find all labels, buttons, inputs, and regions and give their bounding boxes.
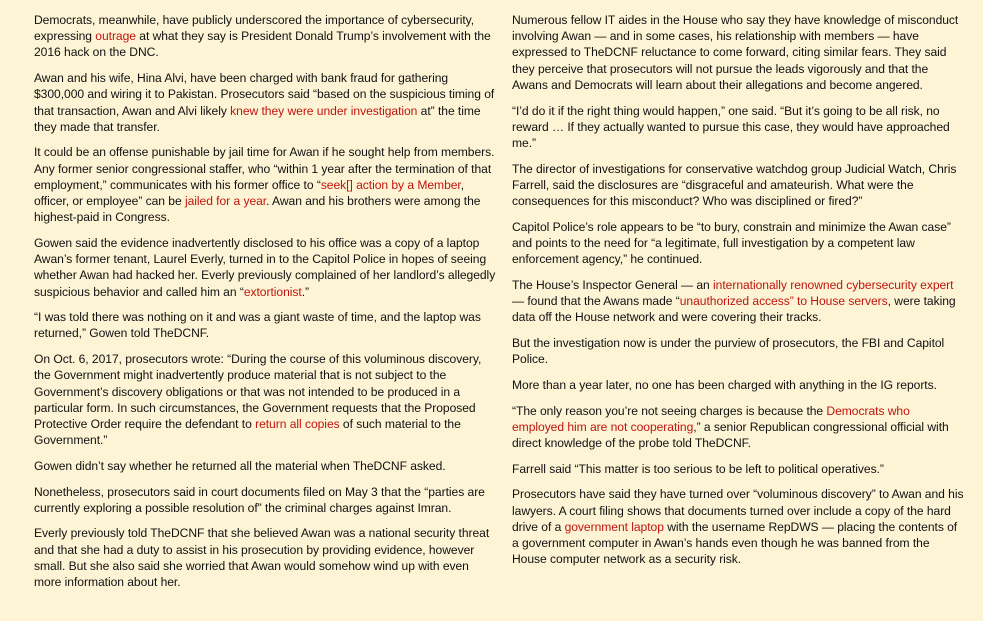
paragraph-everly-threat: Everly previously told TheDCNF that she believed Awan was a national security threat and that she had a duty to assist in his prosecution by providing evidence, however small. But she also said she worried that Awan would somehow wind up with even more information about her. [34,526,490,590]
cybersecurity-expert-link[interactable]: internationally renowned cybersecurity expert [713,277,954,292]
paragraph-it-aides: Numerous fellow IT aides in the House who say they have knowledge of misconduct involving Awan — and in some cases, his relationship with members — have expressed to TheDCNF reluctance to come forward, citing similar fears. They said they perceive that prosecutors will not pursue the leads vigorously and that the Awans and Democrats will learn about their allegations and become angered. [512,13,959,92]
paragraph-only-reason-quote: “The only reason you’re not seeing charges is because the Democrats who employed him are not cooperating,” a senior Republican congressional official with direct knowledge of the probe told TheDCNF. [512,403,949,450]
paragraph-judicial-watch: The director of investigations for conservative watchdog group Judicial Watch, Chris Farrell, said the disclosures are “disgraceful and amateurish. What were the consequences for this misconduct? Who was disciplined or fired?” [512,161,957,209]
paragraph-inspector-general: The House’s Inspector General — an internationally renowned cybersecurity expert — found that the Awans made “unauthorized access” to House servers, were taking data off the House network and were covering their tracks. [512,277,956,325]
seek-action-link[interactable]: seek[] action by a Member [320,177,461,192]
return-all-copies-link[interactable]: return all copies [255,416,340,431]
paragraph-gowen-material: Gowen didn’t say whether he returned all the material when TheDCNF asked. [34,458,446,473]
paragraph-cybersecurity-outrage: Democrats, meanwhile, have publicly underscored the importance of cybersecurity, expressing outrage at what they say is President Donald Trump’s involvement with the 2016 hack on the DNC. [34,13,491,60]
paragraph-investigation-purview: But the investigation now is under the purview of prosecutors, the FBI and Capitol Police. [512,335,945,367]
paragraph-laptop-evidence: Gowen said the evidence inadvertently disclosed to his office was a copy of a laptop Awan’s former tenant, Laurel Everly, turned in to the Capitol Police in hopes of seeing whether Awan had hacked her. Everly previously complained of her landlord’s allegedly suspicious behavior and called him an “extortionist.” [34,235,496,299]
paragraph-jail-offense: It could be an offense punishable by jail time for Awan if he sought help from members. Any former senior congressional staffer, who “within 1 year after the termination of that employment,” communicates with his former office to “seek[] action by a Member, officer, or employee” can be jailed for a year. Awan and his brothers were among the highest-paid in Congress. [34,145,495,225]
outrage-link[interactable]: outrage [95,29,136,44]
government-laptop-link[interactable]: government laptop [564,519,664,534]
paragraph-possible-resolution: Nonetheless, prosecutors said in court documents filed on May 3 that the “parties are currently exploring a possible resolution of” the criminal charges against Imran. [34,484,485,515]
democrats-not-cooperating-link[interactable]: Democrats who employed him are not cooperating [512,403,910,434]
paragraph-farrell-serious: Farrell said “This matter is too serious to be left to political operatives.” [512,461,884,476]
paragraph-voluminous-discovery: Prosecutors have said they have turned over “voluminous discovery” to Awan and his lawyers. A court filing shows that documents turned over include a copy of the hard drive of a government laptop with the username RepDWS — placing the contents of a government computer in Awan’s hands even though he was banned from the House computer network as a security risk. [512,487,964,567]
unauthorized-access-link[interactable]: unauthorized access” to House servers [679,294,888,309]
left-column [34,12,496,600]
paragraph-year-later: More than a year later, no one has been charged with anything in the IG reports. [512,377,937,392]
under-investigation-link[interactable]: knew they were under investigation [230,103,418,118]
paragraph-capitol-police-role: Capitol Police’s role appears to be “to bury, constrain and minimize the Awan case” and points to the need for “a legitimate, full investigation by a competent law enforcement agency,” he continued. [512,219,951,267]
extortionist-link[interactable]: extortionist [243,284,302,299]
paragraph-prosecutors-wrote: On Oct. 6, 2017, prosecutors wrote: “During the course of this voluminous discovery, the Government might inadvertently produce material that is not subject to the Government’s discovery obligations or that was not intended to be produced in a particular form. In such circumstances, the Government requests that the Proposed Protective Order require the defendant to return all copies of such material to the Government.” [34,352,482,448]
paragraph-bank-fraud: Awan and his wife, Hina Alvi, have been charged with bank fraud for gathering $300,000 and wiring it to Pakistan. Prosecutors said “based on the suspicious timing of that transaction, Awan and Alvi likely knew they were under investigation at” the time they made that transfer. [34,71,495,134]
paragraph-right-thing-quote: “I’d do it if the right thing would happen,” one said. “But it’s going to be all risk, no reward … If they actually wanted to pursue this case, they would have approached me.” [512,103,950,150]
jailed-for-a-year-link[interactable]: jailed for a year [184,194,267,209]
right-column [512,12,964,577]
paragraph-gowen-quote: “I was told there was nothing on it and was a giant waste of time, and the laptop was returned,” Gowen told TheDCNF. [34,310,481,341]
